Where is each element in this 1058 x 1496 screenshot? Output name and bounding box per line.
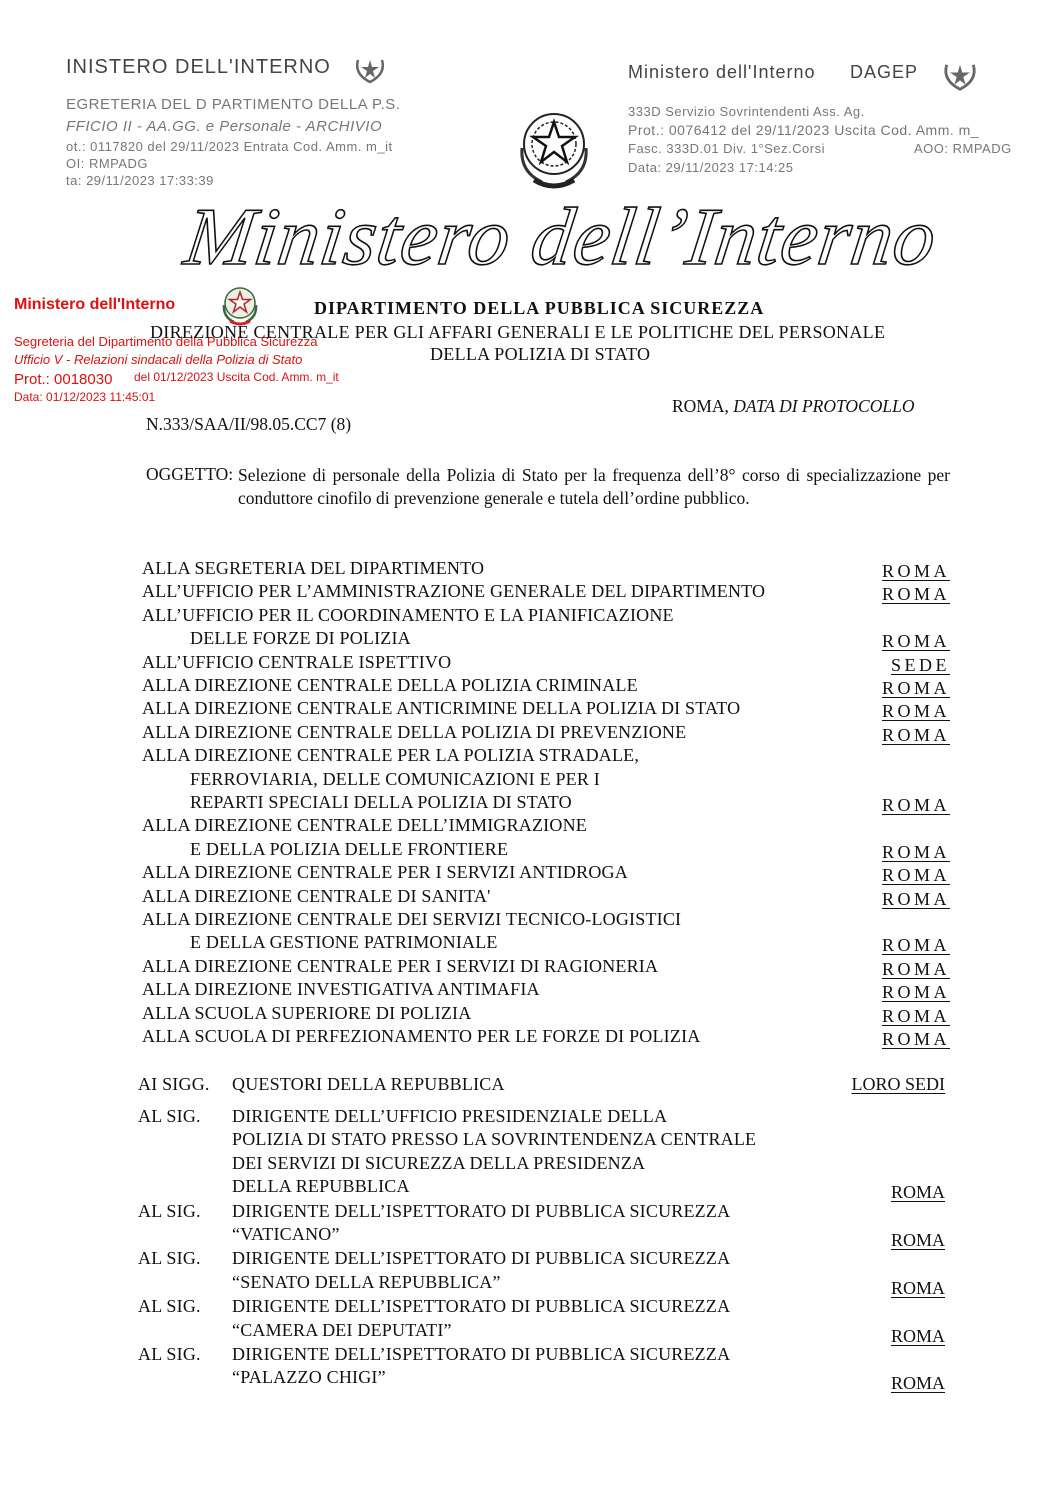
recipient-city: ROMA [881, 724, 950, 745]
recipient-line: ALL’UFFICIO PER L’AMMINISTRAZIONE GENERALE DEL DIPARTIMENTO [142, 581, 766, 602]
recipient-city: ROMA [881, 631, 950, 652]
recipient-line: DIRIGENTE DELL’ISPETTORATO DI PUBBLICA SICUREZZA [232, 1295, 731, 1316]
recipient-city: ROMA [881, 958, 950, 979]
recipient-line: REPARTI SPECIALI DELLA POLIZIA DI STATO [190, 792, 572, 812]
recipient-prefix: AL SIG. [138, 1200, 201, 1221]
stamp-right-line4: Data: 29/11/2023 17:14:25 [628, 160, 794, 175]
recipient-city: LORO SEDI [851, 1074, 945, 1094]
star-emblem-icon [352, 56, 388, 86]
recipient-line: QUESTORI DELLA REPUBBLICA [232, 1074, 505, 1094]
stamp-left-line1: EGRETERIA DEL D PARTIMENTO DELLA P.S. [66, 96, 401, 113]
recipient-line: “VATICANO” [232, 1224, 340, 1245]
recipient-line: POLIZIA DI STATO PRESSO LA SOVRINTENDENZA CENTRALE [232, 1129, 757, 1150]
recipient-city: ROMA [881, 795, 950, 815]
stamp-right-title: Ministero dell'Interno [628, 62, 816, 82]
recipient-city: ROMA [881, 678, 950, 698]
masthead-title: Ministero dell’Interno [179, 191, 943, 282]
recipient-line: ALLA DIREZIONE CENTRALE PER I SERVIZI ANTIDROGA [142, 862, 628, 883]
recipient-line: DELLE FORZE DI POLIZIA [190, 628, 411, 649]
recipient-line: DELLA REPUBBLICA [232, 1176, 410, 1197]
red-stamp-line2: Ufficio V - Relazioni sindacali della Polizia di Stato [14, 352, 303, 367]
place-label: ROMA, [672, 396, 729, 416]
recipient-prefix: AL SIG. [138, 1343, 201, 1364]
date-label: DATA DI PROTOCOLLO [733, 396, 915, 416]
recipient-line: ALLA DIREZIONE CENTRALE PER I SERVIZI DI RAGIONERIA [142, 955, 659, 976]
oggetto-text: Selezione di personale della Polizia di Stato per la frequenza dell’8° corso di specializzazione per conduttore cinofilo di prevenzione generale e tutela dell’ordine pubblico. [238, 465, 950, 508]
recipient-city: ROMA [881, 584, 950, 605]
stamp-left-line2: FFICIO II - AA.GG. e Personale - ARCHIVIO [66, 118, 383, 135]
stamp-right-line3: Fasc. 333D.01 Div. 1°Sez.Corsi [628, 141, 825, 156]
stamp-left-line4: OI: RMPADG [66, 156, 149, 171]
recipient-line: DIRIGENTE DELL’UFFICIO PRESIDENZIALE DELLA [232, 1105, 668, 1126]
direction-title-line2: DELLA POLIZIA DI STATO [430, 344, 651, 364]
recipient-city: ROMA [881, 1005, 950, 1026]
recipient-prefix: AL SIG. [138, 1105, 201, 1126]
red-stamp-title: Ministero dell'Interno [14, 296, 176, 313]
recipient-line: DEI SERVIZI DI SICUREZZA DELLA PRESIDENZA [232, 1152, 646, 1173]
oggetto-label: OGGETTO: [146, 464, 234, 484]
recipient-line: ALLA SCUOLA SUPERIORE DI POLIZIA [142, 1002, 472, 1023]
recipient-city: ROMA [890, 1182, 945, 1203]
stamp-right-line2: Prot.: 0076412 del 29/11/2023 Uscita Cod. Amm. m_ [628, 122, 980, 138]
recipient-city: ROMA [881, 888, 950, 909]
red-stamp-line3: del 01/12/2023 Uscita Cod. Amm. m_it [134, 370, 339, 384]
recipient-city: ROMA [881, 701, 950, 722]
recipient-line: ALL’UFFICIO CENTRALE ISPETTIVO [142, 651, 452, 672]
recipient-line: ALLA SEGRETERIA DEL DIPARTIMENTO [142, 558, 485, 578]
recipient-line: ALLA DIREZIONE INVESTIGATIVA ANTIMAFIA [142, 979, 540, 1000]
recipient-line: ALLA DIREZIONE CENTRALE DELLA POLIZIA DI PREVENZIONE [142, 721, 687, 742]
red-stamp-line1: Segreteria del Dipartimento della Pubblica Sicurezza [14, 334, 318, 349]
recipient-city: ROMA [881, 982, 950, 1003]
recipient-line: “SENATO DELLA REPUBBLICA” [232, 1271, 501, 1292]
recipient-line: ALLA DIREZIONE CENTRALE DELL’IMMIGRAZIONE [142, 815, 587, 836]
recipient-line: ALLA DIREZIONE CENTRALE ANTICRIMINE DELLA POLIZIA DI STATO [142, 698, 741, 719]
recipient-city: SEDE [891, 654, 950, 675]
recipient-line: “PALAZZO CHIGI” [232, 1367, 386, 1388]
red-stamp-line4: Data: 01/12/2023 11:45:01 [14, 390, 156, 404]
recipient-line: DIRIGENTE DELL’ISPETTORATO DI PUBBLICA SICUREZZA [232, 1200, 731, 1221]
direction-title-line1: DIREZIONE CENTRALE PER GLI AFFARI GENERALI E LE POLITICHE DEL PERSONALE [150, 322, 886, 342]
recipient-line: ALLA DIREZIONE CENTRALE PER LA POLIZIA STRADALE, [142, 745, 640, 766]
recipient-city: ROMA [890, 1230, 945, 1251]
recipient-city: ROMA [890, 1373, 945, 1394]
department-title: DIPARTIMENTO DELLA PUBBLICA SICUREZZA [314, 298, 765, 318]
recipient-line: ALLA DIREZIONE CENTRALE DEI SERVIZI TECNICO-LOGISTICI [142, 909, 682, 929]
recipient-city: ROMA [881, 935, 950, 956]
recipient-line: E DELLA GESTIONE PATRIMONIALE [190, 932, 498, 953]
date-place [672, 396, 914, 417]
recipient-prefix: AL SIG. [138, 1295, 201, 1316]
stamp-left-title: INISTERO DELL'INTERNO [66, 56, 331, 78]
star-emblem-icon [940, 60, 980, 94]
recipient-city: ROMA [890, 1325, 945, 1346]
stamp-left-line5: ta: 29/11/2023 17:33:39 [66, 173, 214, 188]
recipient-line: ALLA SCUOLA DI PERFEZIONAMENTO PER LE FORZE DI POLIZIA [142, 1026, 701, 1046]
recipient-city: ROMA [890, 1277, 945, 1298]
recipient-line: ALL’UFFICIO PER IL COORDINAMENTO E LA PIANIFICAZIONE [142, 604, 674, 625]
italian-republic-emblem-icon [512, 102, 596, 194]
recipient-city: ROMA [881, 561, 950, 581]
stamp-right-suffix: DAGEP [850, 62, 919, 82]
recipient-line: DIRIGENTE DELL’ISPETTORATO DI PUBBLICA SICUREZZA [232, 1248, 731, 1269]
recipient-line: ALLA DIREZIONE CENTRALE DELLA POLIZIA CRIMINALE [142, 675, 638, 695]
recipient-city: ROMA [881, 841, 950, 862]
recipient-line: “CAMERA DEI DEPUTATI” [232, 1319, 452, 1340]
recipient-line: E DELLA POLIZIA DELLE FRONTIERE [190, 838, 509, 859]
stamp-right-line1: 333D Servizio Sovrintendenti Ass. Ag. [628, 104, 865, 119]
recipient-city: ROMA [881, 1029, 950, 1049]
stamp-right-line3b: AOO: RMPADG [914, 141, 1012, 156]
stamp-left-line3: ot.: 0117820 del 29/11/2023 Entrata Cod. Amm. m_it [66, 139, 393, 154]
red-stamp-protocol: Prot.: 0018030 [14, 371, 113, 388]
recipient-prefix: AL SIG. [138, 1248, 201, 1269]
recipient-line: ALLA DIREZIONE CENTRALE DI SANITA' [142, 885, 491, 906]
recipient-line: DIRIGENTE DELL’ISPETTORATO DI PUBBLICA SICUREZZA [232, 1343, 731, 1364]
recipient-city: ROMA [881, 865, 950, 886]
protocol-number: N.333/SAA/II/98.05.CC7 (8) [146, 414, 352, 434]
recipient-line: FERROVIARIA, DELLE COMUNICAZIONI E PER I [190, 768, 600, 789]
recipient-prefix: AI SIGG. [138, 1074, 210, 1094]
